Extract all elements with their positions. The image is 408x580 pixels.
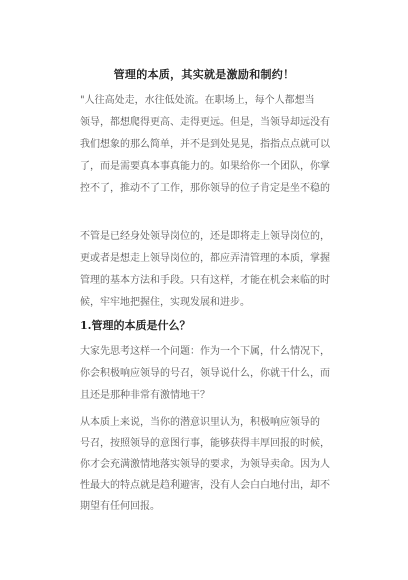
text-line: 领导，都想爬得更高、走得更远。但是，当领导却远没有 xyxy=(80,117,330,128)
text-line: 候，牢牢地把握住，实现发展和进步。 xyxy=(80,297,250,308)
paragraph-intro xyxy=(80,90,350,200)
text-line: 从本质上来说，当你的潜意识里认为，积极响应领导的 xyxy=(80,417,320,428)
document-title: 管理的本质，其实就是激励和制约！ xyxy=(113,68,295,81)
text-line: "人往高处走，水往低处流。在职场上，每个人都想当 xyxy=(80,95,315,106)
text-line: 更或者是想走上领导岗位的，都应弄清管理的本质，掌握 xyxy=(80,253,330,264)
text-line: 且还是那种非常有激情地干？ xyxy=(80,390,210,401)
text-line: 管理的基本方法和手段。只有这样，才能在机会来临的时 xyxy=(80,275,330,286)
text-line: 不管是已经身处领导岗位的，还是即将走上领导岗位的， xyxy=(80,231,330,242)
text-line: 大家先思考这样一个问题：作为一个下属，什么情况下， xyxy=(80,346,330,357)
section-heading: 1.管理的本质是什么？ xyxy=(80,319,191,332)
text-line: 期望有任何回报。 xyxy=(80,501,160,512)
text-line: 性最大的特点就是趋利避害，没有人会白白地付出，却不 xyxy=(80,480,330,491)
text-line: 号召，按照领导的意图行事，能够获得丰厚回报的时候， xyxy=(80,438,330,449)
paragraph-question xyxy=(80,341,350,407)
paragraph-essence xyxy=(80,412,350,517)
paragraph-leadership xyxy=(80,226,350,314)
text-line: 我们想象的那么简单，并不是到处晃晃，指指点点就可以 xyxy=(80,139,330,150)
text-line: 你才会充满激情地落实领导的要求，为领导卖命。因为人 xyxy=(80,459,330,470)
text-line: 你会积极响应领导的号召，领导说什么，你就干什么，而 xyxy=(80,368,330,379)
text-line: 了，而是需要真本事真能力的。如果给你一个团队，你掌 xyxy=(80,161,330,172)
text-line: 控不了，推动不了工作，那你领导的位子肯定是坐不稳的 xyxy=(80,183,330,194)
